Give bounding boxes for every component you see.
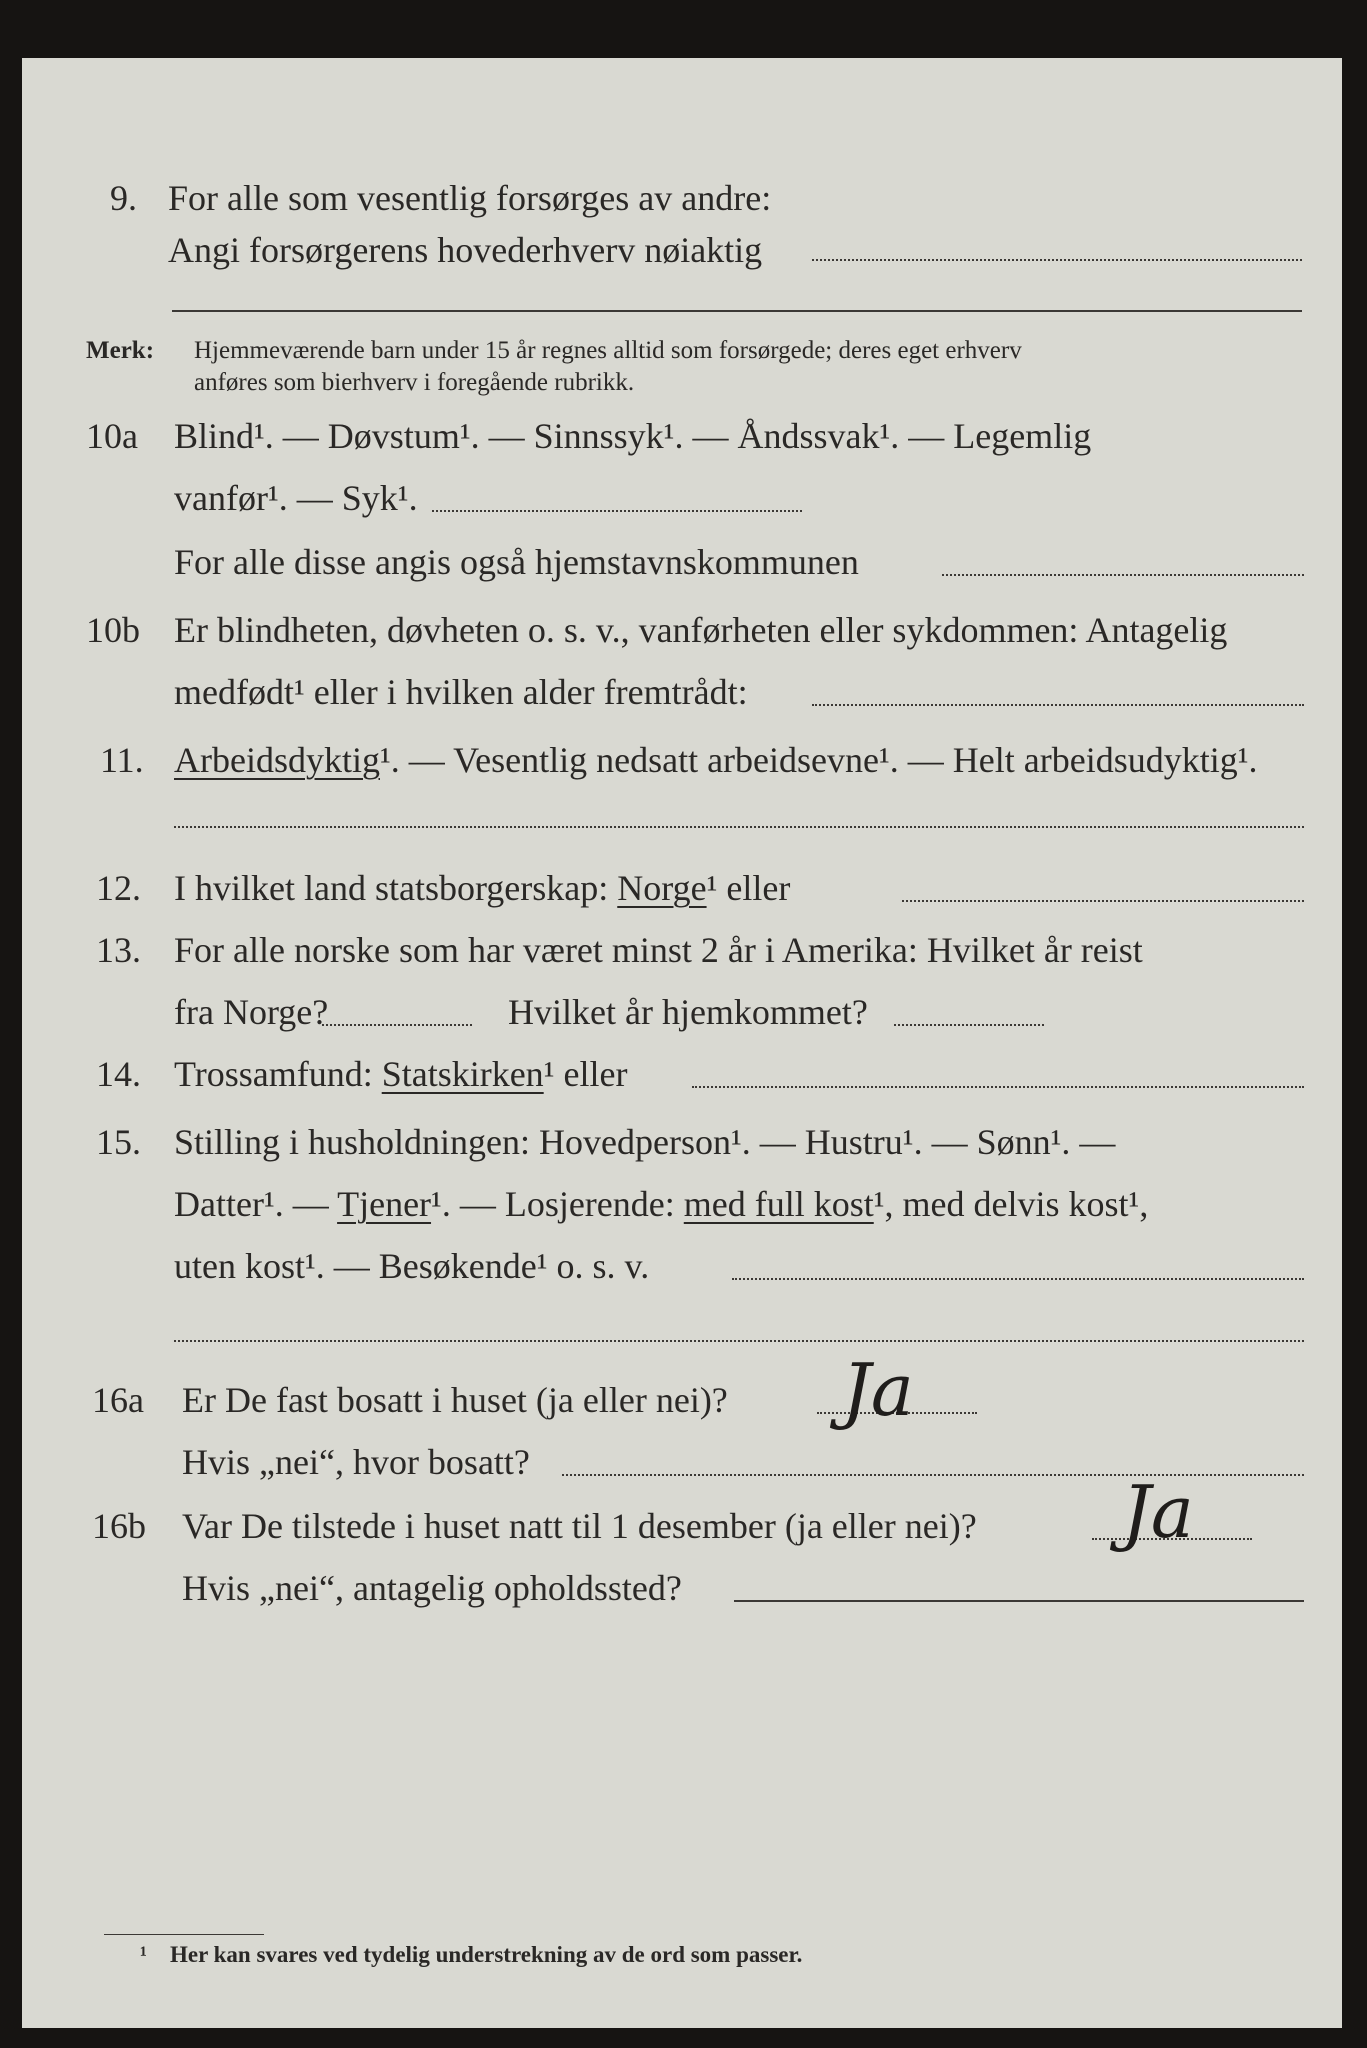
q11-underlined-answer: Arbeidsdyktig (174, 740, 380, 780)
footnote-text: Her kan svares ved tydelig understrekning av de ord som passer. (170, 1942, 803, 1967)
q15-line1: Stilling i husholdningen: Hovedperson¹. — Hustru¹. — Sønn¹. — (174, 1122, 1116, 1162)
q12-underlined-answer: Norge (617, 868, 707, 908)
q15-number: 15. (96, 1122, 141, 1162)
q10a-line3: For alle disse angis også hjemstavnskommunen (174, 542, 859, 582)
q16b-handwritten-answer: Ja (1122, 1470, 1194, 1554)
q10a-answer-line (432, 510, 802, 512)
merk-line2: anføres som bierhverv i foregående rubrikk. (194, 369, 635, 396)
q14-underlined-answer: Statskirken (381, 1054, 544, 1094)
q14-question: Trossamfund: (174, 1054, 382, 1094)
q16b-line1: Var De tilstede i huset natt til 1 desember (ja eller nei)? (182, 1506, 977, 1546)
q9-number: 9. (110, 178, 137, 218)
q9-line2: Angi forsørgerens hovederhverv nøiaktig (168, 230, 763, 270)
q16a-line2: Hvis „nei“, hvor bosatt? (182, 1442, 530, 1482)
q13-line2a: fra Norge? (174, 992, 329, 1032)
q16b-number: 16b (92, 1506, 146, 1546)
footnote-divider (104, 1934, 264, 1935)
q15-underlined-full-kost: med full kost (683, 1184, 874, 1224)
q14-answer-line (692, 1086, 1304, 1088)
q11-rest: ¹. — Vesentlig nedsatt arbeidsevne¹. — Helt arbeidsudyktig¹. (379, 740, 1258, 780)
footnote-mark: ¹ (140, 1942, 147, 1967)
q12-line (174, 866, 790, 910)
q15-underlined-tjener: Tjener (337, 1184, 432, 1224)
q12-number: 12. (96, 868, 141, 908)
q9-line1: For alle som vesentlig forsørges av andre: (168, 178, 772, 218)
q10b-number: 10b (86, 610, 140, 650)
q13-year-returned-line (894, 1024, 1044, 1026)
merk-line1: Hjemmeværende barn under 15 år regnes alltid som forsørgede; deres eget erhverv (194, 337, 1022, 364)
census-form-page (22, 58, 1342, 2028)
q10a-line1: Blind¹. — Døvstum¹. — Sinnssyk¹. — Åndssvak¹. — Legemlig (174, 416, 1092, 456)
q16a-number: 16a (92, 1380, 144, 1420)
q11-answer-line (174, 826, 1304, 828)
q14-number: 14. (96, 1054, 141, 1094)
q10a-number: 10a (86, 416, 138, 456)
q15-line2c: ¹. — Losjerende: (431, 1184, 684, 1224)
q9-answer-line-2 (172, 310, 1302, 312)
q10a-line2: vanfør¹. — Syk¹. (174, 478, 418, 518)
q11-line (174, 738, 1258, 782)
q13-year-left-line (322, 1024, 472, 1026)
q15-line3: uten kost¹. — Besøkende¹ o. s. v. (174, 1246, 650, 1286)
q10b-line1: Er blindheten, døvheten o. s. v., vanførheten eller sykdommen: Antagelig (174, 610, 1228, 650)
q15-answer-line (732, 1278, 1304, 1280)
q15-line2 (174, 1182, 1148, 1226)
q16a-handwritten-answer: Ja (842, 1348, 914, 1432)
q13-number: 13. (96, 930, 141, 970)
q12-answer-line (902, 900, 1304, 902)
q14-after: ¹ eller (543, 1054, 628, 1094)
q12-question: I hvilket land statsborgerskap: (174, 868, 618, 908)
q10b-line2: medfødt¹ eller i hvilken alder fremtrådt: (174, 672, 748, 712)
q9-answer-line (812, 259, 1302, 261)
q15-answer-line-2 (174, 1340, 1304, 1342)
q16b-whereabouts-line (734, 1600, 1304, 1602)
q10b-answer-line (812, 704, 1304, 706)
q11-number: 11. (100, 740, 144, 780)
q16a-line1: Er De fast bosatt i huset (ja eller nei)? (182, 1380, 728, 1420)
q10a-answer-line-2 (942, 574, 1304, 576)
q13-line1: For alle norske som har været minst 2 år i Amerika: Hvilket år reist (174, 930, 1143, 970)
merk-label: Merk: (86, 337, 155, 364)
q15-line2e: ¹, med delvis kost¹, (873, 1184, 1149, 1224)
q15-line2a: Datter¹. — (174, 1184, 338, 1224)
q12-after: ¹ eller (706, 868, 791, 908)
q14-line (174, 1052, 627, 1096)
q13-line2b: Hvilket år hjemkommet? (508, 992, 868, 1032)
q16b-line2: Hvis „nei“, antagelig opholdssted? (182, 1568, 682, 1608)
